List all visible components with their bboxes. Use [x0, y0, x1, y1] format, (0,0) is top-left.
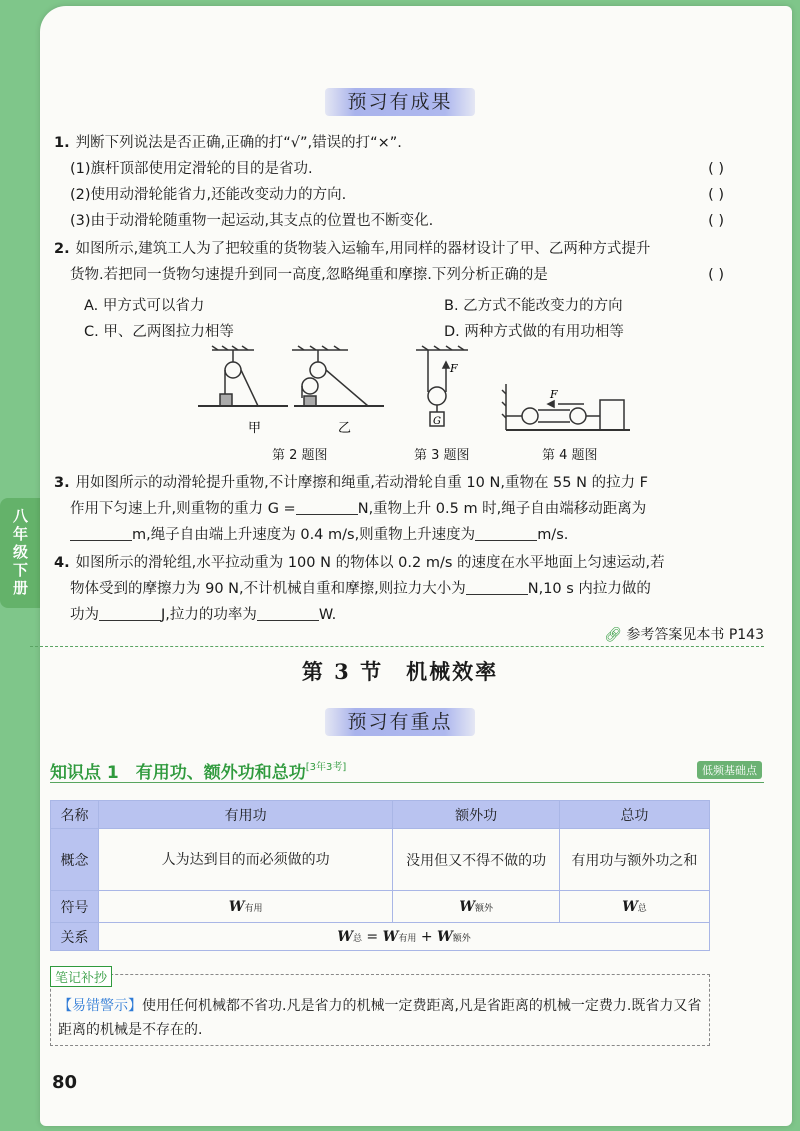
- symbol-subscript: 额外: [474, 903, 493, 914]
- label-F-q3: F: [450, 362, 458, 375]
- table-cell: 有用功与额外功之和: [559, 829, 709, 891]
- operator: =: [361, 928, 383, 945]
- symbol-subscript: 额外: [452, 933, 471, 944]
- question-4: [54, 550, 724, 576]
- option-a[interactable]: A. 甲方式可以省力: [84, 298, 205, 314]
- question-number: 4.: [54, 555, 70, 571]
- symbol: W: [228, 898, 245, 915]
- answer-paren[interactable]: ( ): [708, 267, 724, 283]
- frequency-badge: 低频基础点: [697, 761, 762, 779]
- symbol-subscript: 总: [352, 933, 362, 944]
- answer-reference[interactable]: [604, 624, 764, 644]
- label-yi: 乙: [338, 421, 352, 436]
- answer-paren[interactable]: ( ): [708, 213, 724, 229]
- caption-fig-2: 第 2 题图: [272, 448, 328, 463]
- question-stem: N,10 s 内拉力做的: [527, 581, 651, 597]
- label-G: G: [433, 416, 441, 427]
- answer-paren[interactable]: ( ): [708, 161, 724, 177]
- divider: [50, 782, 764, 783]
- question-stem: J,拉力的功率为: [161, 607, 257, 623]
- table-header: 总功: [559, 801, 709, 829]
- question-stem: N,重物上升 0.5 m 时,绳子自由端移动距离为: [357, 501, 647, 517]
- label-F-q4: F: [550, 388, 558, 401]
- question-stem: m/s.: [537, 527, 569, 543]
- symbol: W: [437, 928, 453, 945]
- question-3-line-2: [70, 496, 740, 522]
- caption-fig-3: 第 3 题图: [414, 448, 470, 463]
- q1-item-text: (2)使用动滑轮能省力,还能改变动力的方向.: [70, 187, 347, 203]
- symbol: W: [459, 898, 475, 915]
- table-cell: 人为达到目的而必须做的功: [99, 829, 393, 891]
- option-d[interactable]: D. 两种方式做的有用功相等: [444, 324, 624, 340]
- page-number: 80: [52, 1072, 78, 1093]
- figure-q3-pulley: [412, 344, 472, 436]
- knowledge-point-label: 知识点 1 有用功、额外功和总功: [50, 763, 306, 783]
- symbol: W: [337, 928, 353, 945]
- row-label: 关系: [51, 923, 99, 951]
- grade-tab[interactable]: 八年级下册: [0, 498, 40, 608]
- row-label: 符号: [51, 891, 99, 923]
- figure-q4-pulley-set: [500, 380, 640, 436]
- answer-blank[interactable]: [296, 499, 358, 515]
- q1-item-text: (3)由于动滑轮随重物一起运动,其支点的位置也不断变化.: [70, 213, 434, 229]
- q1-item-1: [70, 156, 724, 182]
- table-cell: [393, 891, 560, 923]
- answer-blank[interactable]: [257, 605, 319, 621]
- notes-tag: 笔记补抄: [50, 966, 112, 987]
- link-icon: 🔗︎: [604, 627, 622, 643]
- work-concepts-table: [50, 800, 710, 951]
- caption-fig-4: 第 4 题图: [542, 448, 598, 463]
- symbol-subscript: 有用: [398, 933, 417, 944]
- exam-frequency-note: [3年3考]: [305, 762, 347, 773]
- table-row: [51, 829, 710, 891]
- question-stem: 用如图所示的动滑轮提升重物,不计摩擦和绳重,若动滑轮自重 10 N,重物在 55 N 的拉力 F: [75, 475, 649, 491]
- symbol-subscript: 有用: [244, 903, 263, 914]
- symbol-subscript: 总: [637, 903, 647, 914]
- question-stem: 货物.若把同一货物匀速提升到同一高度,忽略绳重和摩擦.下列分析正确的是: [70, 267, 548, 283]
- label-jia: 甲: [248, 421, 262, 436]
- question-3-line-3: [70, 522, 740, 548]
- option-c[interactable]: C. 甲、乙两图拉力相等: [84, 324, 234, 340]
- question-stem: m,绳子自由端上升速度为 0.4 m/s,则重物上升速度为: [132, 527, 476, 543]
- table-cell: [99, 923, 710, 951]
- section-banner-preview-key-points: 预习有重点: [325, 708, 475, 736]
- question-stem: 功为: [70, 607, 99, 623]
- question-stem: 判断下列说法是否正确,正确的打“√”,错误的打“×”.: [75, 135, 402, 151]
- table-cell: [559, 891, 709, 923]
- question-2: [54, 236, 724, 262]
- operator: +: [416, 928, 438, 945]
- question-stem: 物体受到的摩擦力为 90 N,不计机械自重和摩擦,则拉力大小为: [70, 581, 466, 597]
- row-label: 概念: [51, 829, 99, 891]
- answer-blank[interactable]: [99, 605, 161, 621]
- question-number: 3.: [54, 475, 70, 491]
- table-header: 名称: [51, 801, 99, 829]
- q1-item-text: (1)旗杆顶部使用定滑轮的目的是省功.: [70, 161, 313, 177]
- table-header: 额外功: [393, 801, 560, 829]
- table-header: 有用功: [99, 801, 393, 829]
- table-cell: [99, 891, 393, 923]
- figure-q2-pulleys: [198, 344, 398, 436]
- answer-blank[interactable]: [466, 579, 528, 595]
- question-3: [54, 470, 724, 496]
- symbol: W: [622, 898, 638, 915]
- question-4-line-2: [70, 576, 740, 602]
- warning-label: 【易错警示】: [58, 998, 142, 1014]
- table-row: [51, 891, 710, 923]
- answer-paren[interactable]: ( ): [708, 187, 724, 203]
- warning-text: 使用任何机械都不省功.凡是省力的机械一定费距离,凡是省距离的机械一定费力.既省力又省距离的机械是不存在的.: [58, 998, 702, 1038]
- option-b[interactable]: B. 乙方式不能改变力的方向: [444, 298, 623, 314]
- question-2-line-2: [70, 262, 724, 288]
- table-row: [51, 801, 710, 829]
- table-cell: 没用但又不得不做的功: [393, 829, 560, 891]
- divider: [30, 646, 764, 647]
- question-stem: 作用下匀速上升,则重物的重力 G =: [70, 501, 296, 517]
- knowledge-point-title: [50, 758, 346, 783]
- question-number: 2.: [54, 241, 70, 257]
- section-banner-preview-results: 预习有成果: [325, 88, 475, 116]
- symbol: W: [382, 928, 399, 945]
- question-stem: 如图所示的滑轮组,水平拉动重为 100 N 的物体以 0.2 m/s 的速度在水平地面上匀速运动,若: [75, 555, 665, 571]
- question-number: 1.: [54, 135, 70, 151]
- q1-item-2: [70, 182, 724, 208]
- answer-blank[interactable]: [70, 525, 132, 541]
- question-stem: 如图所示,建筑工人为了把较重的货物装入运输车,用同样的器材设计了甲、乙两种方式提升: [75, 241, 651, 257]
- table-row: [51, 923, 710, 951]
- section-title: 第 3 节 机械效率: [301, 659, 499, 684]
- error-warning: [58, 994, 708, 1042]
- question-stem: W.: [318, 607, 337, 623]
- q1-item-3: [70, 208, 724, 234]
- answer-reference-text: 参考答案见本书 P143: [626, 627, 764, 643]
- question-1: [54, 130, 724, 156]
- answer-blank[interactable]: [475, 525, 537, 541]
